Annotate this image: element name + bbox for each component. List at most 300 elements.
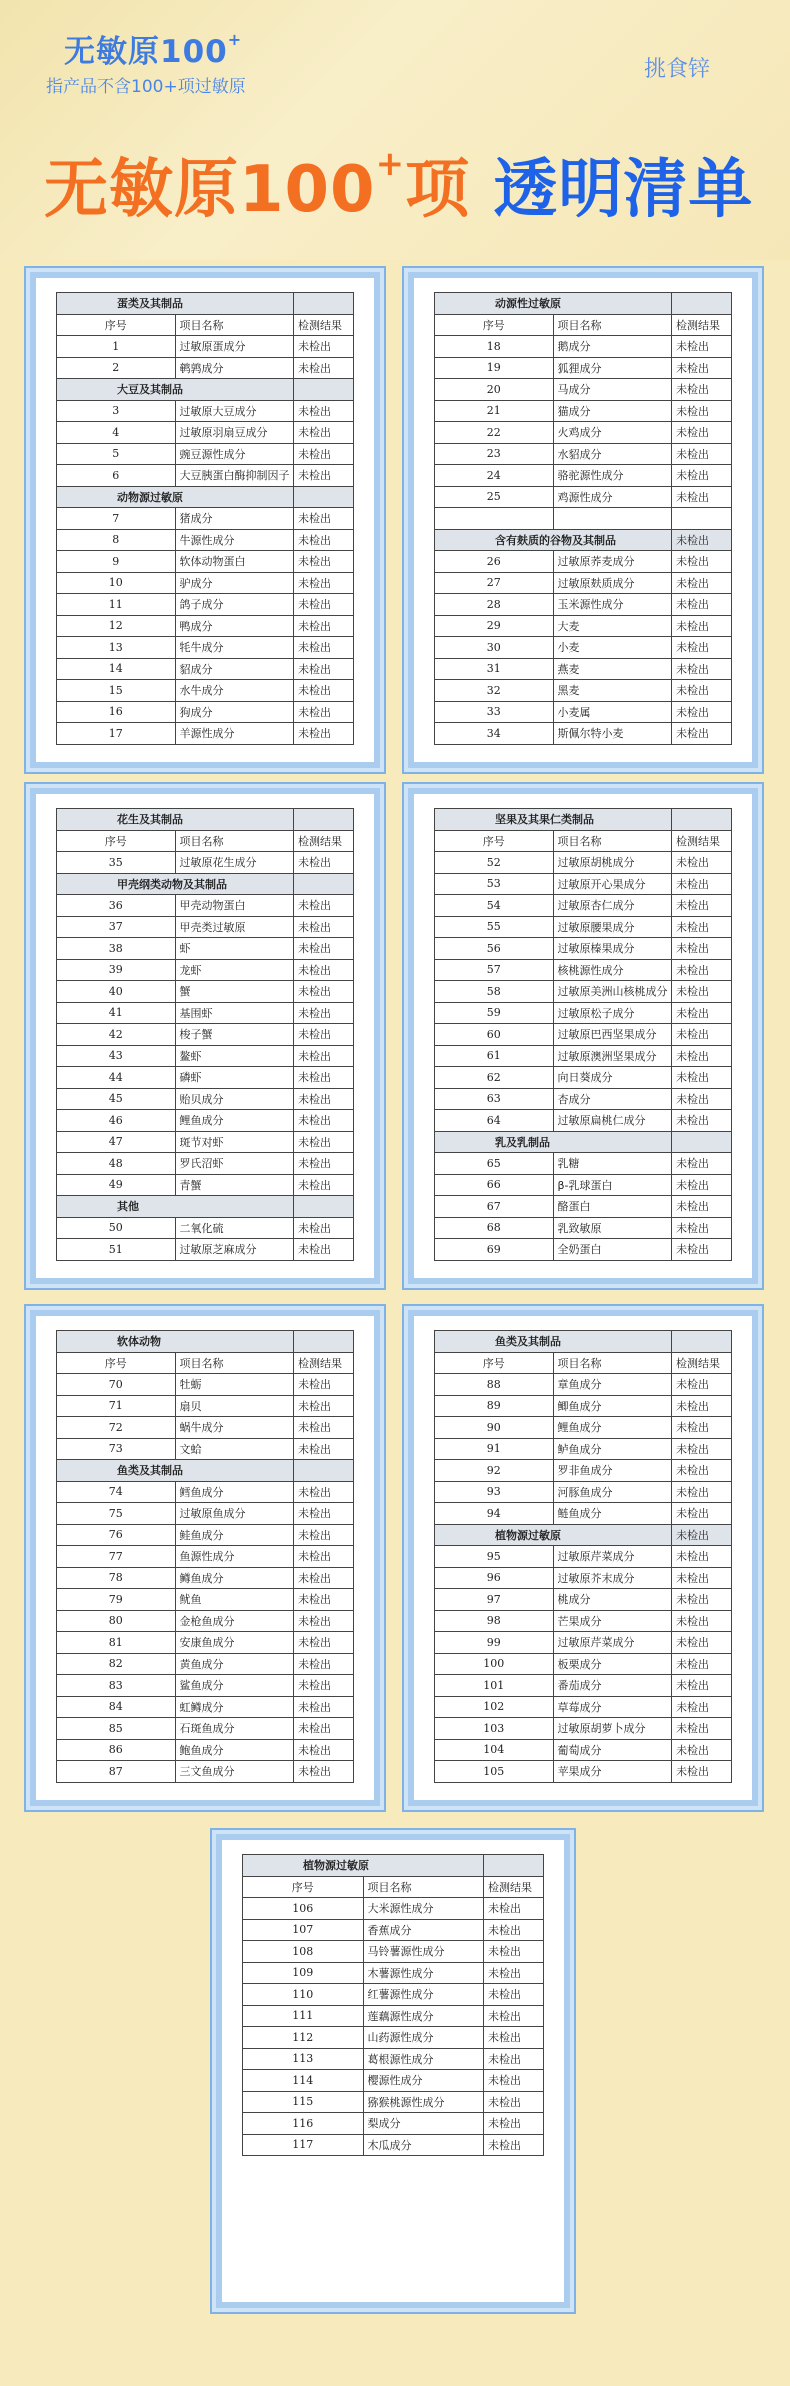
row-result: 未检出 xyxy=(294,1761,354,1783)
section-header xyxy=(243,1855,544,1877)
table-row xyxy=(57,895,354,917)
table-row xyxy=(57,1395,354,1417)
table-row xyxy=(57,400,354,422)
table-row xyxy=(435,637,732,659)
row-item-name: 杏成分 xyxy=(553,1088,672,1110)
row-item-name: 基围虾 xyxy=(175,1002,294,1024)
row-item-name: 过敏原芹菜成分 xyxy=(553,1546,672,1568)
row-number: 108 xyxy=(243,1941,364,1963)
section-header xyxy=(435,1131,732,1153)
row-number: 102 xyxy=(435,1696,554,1718)
row-result: 未检出 xyxy=(294,594,354,616)
row-number: 69 xyxy=(435,1239,554,1261)
allergen-card xyxy=(24,782,386,1290)
row-item-name: 猕猴桃源性成分 xyxy=(363,2091,484,2113)
row-item-name: 过敏原大豆成分 xyxy=(175,400,294,422)
row-item-name: 斯佩尔特小麦 xyxy=(553,723,672,745)
row-number: 110 xyxy=(243,1984,364,2006)
row-number: 22 xyxy=(435,422,554,444)
table-row xyxy=(57,1696,354,1718)
row-result: 未检出 xyxy=(672,1024,732,1046)
row-result: 未检出 xyxy=(672,701,732,723)
row-item-name: 全奶蛋白 xyxy=(553,1239,672,1261)
row-result: 未检出 xyxy=(672,873,732,895)
row-result: 未检出 xyxy=(294,1131,354,1153)
row-result: 未检出 xyxy=(294,1438,354,1460)
row-result: 未检出 xyxy=(294,959,354,981)
row-result: 未检出 xyxy=(672,1632,732,1654)
row-result: 未检出 xyxy=(672,1045,732,1067)
row-item-name: 文蛤 xyxy=(175,1438,294,1460)
row-result: 未检出 xyxy=(294,637,354,659)
row-result: 未检出 xyxy=(294,572,354,594)
allergen-card xyxy=(402,782,764,1290)
row-result: 未检出 xyxy=(672,1196,732,1218)
row-item-name: 过敏原芹菜成分 xyxy=(553,1632,672,1654)
row-number: 41 xyxy=(57,1002,176,1024)
table-row xyxy=(435,400,732,422)
row-number: 62 xyxy=(435,1067,554,1089)
row-item-name: 过敏原羽扇豆成分 xyxy=(175,422,294,444)
row-item-name: 鲍鱼成分 xyxy=(175,1739,294,1761)
row-result: 未检出 xyxy=(294,1045,354,1067)
row-result: 未检出 xyxy=(672,400,732,422)
table-row xyxy=(57,1546,354,1568)
table-row xyxy=(435,1088,732,1110)
row-number: 85 xyxy=(57,1718,176,1740)
row-result: 未检出 xyxy=(294,938,354,960)
allergen-table xyxy=(56,292,354,745)
row-item-name: 过敏原腰果成分 xyxy=(553,916,672,938)
column-header-name: 项目名称 xyxy=(175,1352,294,1374)
row-result: 未检出 xyxy=(672,916,732,938)
row-number xyxy=(435,508,554,530)
table-row xyxy=(57,1632,354,1654)
table-row xyxy=(243,2070,544,2092)
row-item-name: 火鸡成分 xyxy=(553,422,672,444)
row-item-name: 苹果成分 xyxy=(553,1761,672,1783)
row-number: 88 xyxy=(435,1374,554,1396)
row-result: 未检出 xyxy=(484,1962,544,1984)
row-item-name: 过敏原蛋成分 xyxy=(175,336,294,358)
row-result: 未检出 xyxy=(672,1696,732,1718)
column-header-name: 项目名称 xyxy=(553,830,672,852)
row-result: 未检出 xyxy=(294,1217,354,1239)
row-item-name: 鲤鱼成分 xyxy=(553,1417,672,1439)
row-item-name xyxy=(553,508,672,530)
row-number: 67 xyxy=(435,1196,554,1218)
row-item-name: 梭子蟹 xyxy=(175,1024,294,1046)
column-header-row xyxy=(435,1352,732,1374)
row-item-name: 梨成分 xyxy=(363,2113,484,2135)
row-number: 33 xyxy=(435,701,554,723)
column-header-result: 检测结果 xyxy=(294,830,354,852)
row-number: 87 xyxy=(57,1761,176,1783)
section-title: 动物源过敏原 xyxy=(57,486,294,508)
row-item-name: 芒果成分 xyxy=(553,1610,672,1632)
table-row xyxy=(57,465,354,487)
table-row xyxy=(57,981,354,1003)
row-item-name: 黑麦 xyxy=(553,680,672,702)
table-row xyxy=(57,658,354,680)
row-item-name: 小麦 xyxy=(553,637,672,659)
table-row xyxy=(57,1610,354,1632)
row-item-name: 向日葵成分 xyxy=(553,1067,672,1089)
row-result: 未检出 xyxy=(672,594,732,616)
row-item-name: 磷虾 xyxy=(175,1067,294,1089)
row-item-name: 大米源性成分 xyxy=(363,1898,484,1920)
row-result: 未检出 xyxy=(294,1718,354,1740)
row-number: 8 xyxy=(57,529,176,551)
row-number: 21 xyxy=(435,400,554,422)
row-number: 106 xyxy=(243,1898,364,1920)
row-result: 未检出 xyxy=(672,1174,732,1196)
row-item-name: 过敏原鱼成分 xyxy=(175,1503,294,1525)
row-item-name: 过敏原杏仁成分 xyxy=(553,895,672,917)
row-item-name: 过敏原胡萝卜成分 xyxy=(553,1718,672,1740)
row-result: 未检出 xyxy=(294,400,354,422)
row-item-name: 鸡源性成分 xyxy=(553,486,672,508)
section-title: 其他 xyxy=(57,1196,294,1218)
section-result xyxy=(672,809,732,831)
table-row xyxy=(243,2091,544,2113)
row-item-name: β-乳球蛋白 xyxy=(553,1174,672,1196)
row-result: 未检出 xyxy=(484,1919,544,1941)
row-number: 44 xyxy=(57,1067,176,1089)
row-number: 107 xyxy=(243,1919,364,1941)
row-result: 未检出 xyxy=(294,465,354,487)
table-row xyxy=(57,508,354,530)
table-row xyxy=(435,1374,732,1396)
row-item-name: 番茄成分 xyxy=(553,1675,672,1697)
table-row xyxy=(243,1984,544,2006)
row-number: 76 xyxy=(57,1524,176,1546)
row-number: 27 xyxy=(435,572,554,594)
row-number: 98 xyxy=(435,1610,554,1632)
row-number: 18 xyxy=(435,336,554,358)
column-header-row xyxy=(57,1352,354,1374)
row-number: 29 xyxy=(435,615,554,637)
row-item-name: 燕麦 xyxy=(553,658,672,680)
row-item-name: 马成分 xyxy=(553,379,672,401)
row-result: 未检出 xyxy=(294,680,354,702)
row-item-name: 金枪鱼成分 xyxy=(175,1610,294,1632)
row-number: 59 xyxy=(435,1002,554,1024)
row-result: 未检出 xyxy=(294,852,354,874)
row-number: 26 xyxy=(435,551,554,573)
row-item-name: 桃成分 xyxy=(553,1589,672,1611)
table-row xyxy=(435,1481,732,1503)
section-title: 鱼类及其制品 xyxy=(57,1460,294,1482)
table-row xyxy=(57,443,354,465)
brand-subtitle: 指产品不含100+项过敏原 xyxy=(46,77,246,97)
row-item-name: 河豚鱼成分 xyxy=(553,1481,672,1503)
row-item-name: 樱源性成分 xyxy=(363,2070,484,2092)
row-number: 9 xyxy=(57,551,176,573)
row-number: 47 xyxy=(57,1131,176,1153)
table-row xyxy=(57,1524,354,1546)
row-number: 61 xyxy=(435,1045,554,1067)
table-row xyxy=(435,1610,732,1632)
table-row xyxy=(57,1761,354,1783)
row-number: 101 xyxy=(435,1675,554,1697)
row-result: 未检出 xyxy=(294,1567,354,1589)
row-result: 未检出 xyxy=(672,1239,732,1261)
row-number: 93 xyxy=(435,1481,554,1503)
table-row xyxy=(435,1196,732,1218)
row-result: 未检出 xyxy=(672,1438,732,1460)
row-result: 未检出 xyxy=(294,723,354,745)
row-item-name: 鳌虾 xyxy=(175,1045,294,1067)
row-number: 45 xyxy=(57,1088,176,1110)
row-number: 103 xyxy=(435,1718,554,1740)
row-item-name: 扇贝 xyxy=(175,1395,294,1417)
row-item-name: 鳟鱼成分 xyxy=(175,1567,294,1589)
row-result: 未检出 xyxy=(294,1088,354,1110)
table-row xyxy=(57,572,354,594)
row-item-name: 鳕鱼成分 xyxy=(175,1481,294,1503)
row-number: 60 xyxy=(435,1024,554,1046)
row-number: 4 xyxy=(57,422,176,444)
row-result: 未检出 xyxy=(672,551,732,573)
table-row xyxy=(243,1941,544,1963)
row-result: 未检出 xyxy=(294,1067,354,1089)
row-result: 未检出 xyxy=(672,1088,732,1110)
row-result: 未检出 xyxy=(294,443,354,465)
column-header-name: 项目名称 xyxy=(553,1352,672,1374)
row-number: 16 xyxy=(57,701,176,723)
row-number: 70 xyxy=(57,1374,176,1396)
row-result: 未检出 xyxy=(484,2113,544,2135)
row-number: 7 xyxy=(57,508,176,530)
row-item-name: 过敏原扁桃仁成分 xyxy=(553,1110,672,1132)
table-row xyxy=(57,1481,354,1503)
row-number: 24 xyxy=(435,465,554,487)
row-result: 未检出 xyxy=(672,723,732,745)
row-number: 68 xyxy=(435,1217,554,1239)
table-row xyxy=(435,852,732,874)
row-item-name: 过敏原美洲山核桃成分 xyxy=(553,981,672,1003)
section-title: 植物源过敏原 xyxy=(243,1855,484,1877)
row-result: 未检出 xyxy=(672,1002,732,1024)
row-result: 未检出 xyxy=(294,1675,354,1697)
table-row xyxy=(243,2134,544,2156)
row-item-name: 石斑鱼成分 xyxy=(175,1718,294,1740)
row-item-name: 水牛成分 xyxy=(175,680,294,702)
row-number: 75 xyxy=(57,1503,176,1525)
row-result: 未检出 xyxy=(672,1374,732,1396)
table-row xyxy=(435,615,732,637)
table-row xyxy=(435,486,732,508)
section-result xyxy=(484,1855,544,1877)
section-header xyxy=(435,529,732,551)
row-result: 未检出 xyxy=(294,1610,354,1632)
row-result: 未检出 xyxy=(294,1524,354,1546)
row-number: 2 xyxy=(57,357,176,379)
column-header-name: 项目名称 xyxy=(363,1876,484,1898)
row-item-name: 板栗成分 xyxy=(553,1653,672,1675)
section-result xyxy=(294,1331,354,1353)
allergen-card xyxy=(24,1304,386,1812)
row-number: 12 xyxy=(57,615,176,637)
table-row xyxy=(435,1761,732,1783)
row-item-name: 鲤鱼成分 xyxy=(175,1110,294,1132)
row-result: 未检出 xyxy=(294,615,354,637)
allergen-table xyxy=(434,1330,732,1783)
row-item-name: 过敏原芝麻成分 xyxy=(175,1239,294,1261)
row-item-name: 牡蛎 xyxy=(175,1374,294,1396)
table-row xyxy=(435,1002,732,1024)
row-number: 112 xyxy=(243,2027,364,2049)
row-item-name: 牦牛成分 xyxy=(175,637,294,659)
column-header-name: 项目名称 xyxy=(553,314,672,336)
table-row xyxy=(57,594,354,616)
section-header xyxy=(57,1331,354,1353)
row-number: 84 xyxy=(57,1696,176,1718)
table-row xyxy=(57,357,354,379)
row-result: 未检出 xyxy=(672,1217,732,1239)
row-number: 113 xyxy=(243,2048,364,2070)
table-row xyxy=(435,916,732,938)
table-row xyxy=(435,1589,732,1611)
row-number: 56 xyxy=(435,938,554,960)
row-number: 40 xyxy=(57,981,176,1003)
row-number: 109 xyxy=(243,1962,364,1984)
table-row xyxy=(57,1217,354,1239)
column-header-no: 序号 xyxy=(57,314,176,336)
table-row xyxy=(435,1174,732,1196)
row-number: 11 xyxy=(57,594,176,616)
row-number: 43 xyxy=(57,1045,176,1067)
row-number: 5 xyxy=(57,443,176,465)
section-header xyxy=(57,379,354,401)
row-number: 52 xyxy=(435,852,554,874)
row-item-name: 水貂成分 xyxy=(553,443,672,465)
table-row xyxy=(57,1131,354,1153)
table-row xyxy=(57,1589,354,1611)
row-number: 90 xyxy=(435,1417,554,1439)
row-item-name: 罗氏沼虾 xyxy=(175,1153,294,1175)
row-result: 未检出 xyxy=(484,2048,544,2070)
row-item-name: 过敏原麸质成分 xyxy=(553,572,672,594)
row-result: 未检出 xyxy=(294,1739,354,1761)
row-number: 74 xyxy=(57,1481,176,1503)
row-item-name: 鲢鱼成分 xyxy=(553,1503,672,1525)
row-result: 未检出 xyxy=(294,658,354,680)
allergen-table xyxy=(56,1330,354,1783)
row-item-name: 酪蛋白 xyxy=(553,1196,672,1218)
row-number: 79 xyxy=(57,1589,176,1611)
section-title: 鱼类及其制品 xyxy=(435,1331,672,1353)
table-row xyxy=(435,1653,732,1675)
table-row xyxy=(57,1718,354,1740)
section-title: 甲壳纲类动物及其制品 xyxy=(57,873,294,895)
row-number: 17 xyxy=(57,723,176,745)
row-item-name: 红薯源性成分 xyxy=(363,1984,484,2006)
row-item-name: 猫成分 xyxy=(553,400,672,422)
row-number: 3 xyxy=(57,400,176,422)
table-row xyxy=(435,357,732,379)
table-row xyxy=(243,1962,544,1984)
table-row xyxy=(57,680,354,702)
table-row xyxy=(243,2005,544,2027)
section-result xyxy=(294,1460,354,1482)
row-result: 未检出 xyxy=(294,1481,354,1503)
row-item-name: 过敏原澳洲坚果成分 xyxy=(553,1045,672,1067)
column-header-row xyxy=(57,314,354,336)
row-number: 25 xyxy=(435,486,554,508)
table-row xyxy=(57,1739,354,1761)
table-row xyxy=(435,938,732,960)
row-result: 未检出 xyxy=(672,1610,732,1632)
table-row xyxy=(435,1632,732,1654)
row-number: 82 xyxy=(57,1653,176,1675)
row-item-name: 鱿鱼 xyxy=(175,1589,294,1611)
page-title xyxy=(44,138,753,230)
row-number: 78 xyxy=(57,1567,176,1589)
table-row xyxy=(435,1739,732,1761)
column-header-name: 项目名称 xyxy=(175,314,294,336)
table-row xyxy=(435,1460,732,1482)
row-item-name: 安康鱼成分 xyxy=(175,1632,294,1654)
row-result: 未检出 xyxy=(672,637,732,659)
row-result: 未检出 xyxy=(672,1675,732,1697)
row-item-name: 玉米源性成分 xyxy=(553,594,672,616)
section-header xyxy=(57,293,354,315)
row-number: 46 xyxy=(57,1110,176,1132)
column-header-name: 项目名称 xyxy=(175,830,294,852)
row-result: 未检出 xyxy=(672,1395,732,1417)
allergen-table xyxy=(434,808,732,1261)
table-row xyxy=(435,572,732,594)
row-result: 未检出 xyxy=(294,336,354,358)
row-number: 117 xyxy=(243,2134,364,2156)
row-item-name: 木薯源性成分 xyxy=(363,1962,484,1984)
table-row xyxy=(435,959,732,981)
row-item-name: 大麦 xyxy=(553,615,672,637)
column-header-no: 序号 xyxy=(435,830,554,852)
row-item-name: 过敏原松子成分 xyxy=(553,1002,672,1024)
table-row xyxy=(435,701,732,723)
row-result: 未检出 xyxy=(672,1718,732,1740)
title-blue: 透明清单 xyxy=(493,153,754,227)
row-result: 未检出 xyxy=(294,357,354,379)
row-number: 1 xyxy=(57,336,176,358)
row-result: 未检出 xyxy=(672,680,732,702)
row-item-name: 草莓成分 xyxy=(553,1696,672,1718)
section-header xyxy=(57,873,354,895)
row-result: 未检出 xyxy=(672,1417,732,1439)
row-number: 13 xyxy=(57,637,176,659)
row-result: 未检出 xyxy=(672,852,732,874)
row-item-name: 鸽子成分 xyxy=(175,594,294,616)
row-result: 未检出 xyxy=(672,1761,732,1783)
row-result xyxy=(672,508,732,530)
table-row xyxy=(57,1088,354,1110)
row-result: 未检出 xyxy=(294,1632,354,1654)
row-result: 未检出 xyxy=(484,2005,544,2027)
table-row xyxy=(57,916,354,938)
row-item-name: 斑节对虾 xyxy=(175,1131,294,1153)
row-number: 94 xyxy=(435,1503,554,1525)
table-row xyxy=(435,1696,732,1718)
column-header-result: 检测结果 xyxy=(672,314,732,336)
table-row xyxy=(435,1438,732,1460)
row-result: 未检出 xyxy=(294,981,354,1003)
row-item-name: 香蕉成分 xyxy=(363,1919,484,1941)
row-result: 未检出 xyxy=(294,1417,354,1439)
table-row xyxy=(435,422,732,444)
